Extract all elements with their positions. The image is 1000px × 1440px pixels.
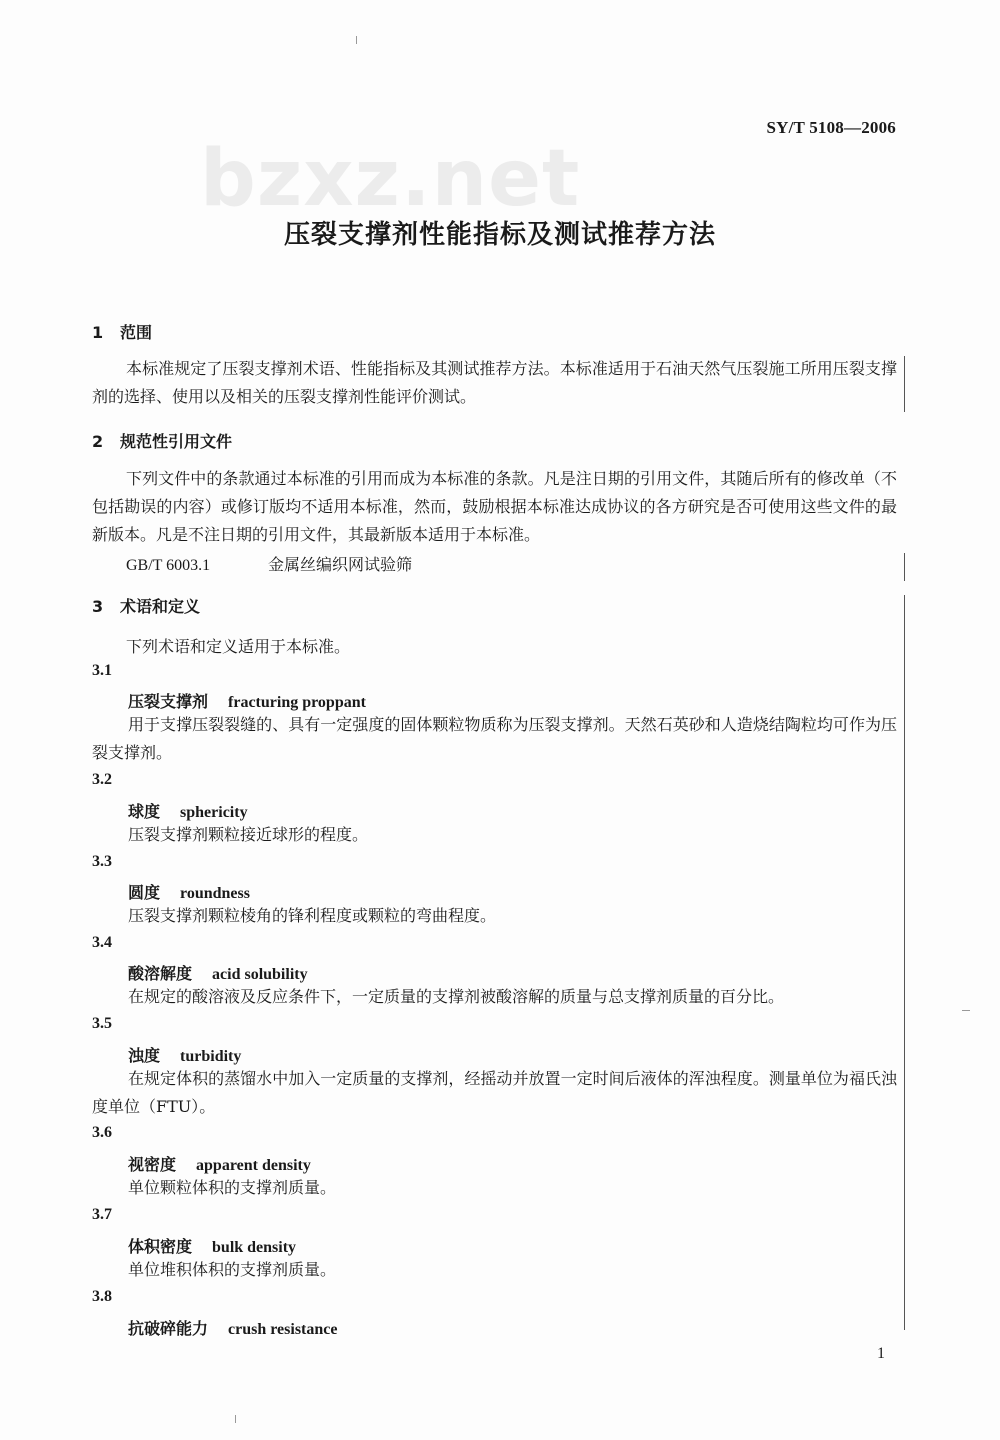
- margin-revision-mark: [904, 356, 905, 412]
- section-title: 范围: [120, 323, 153, 342]
- term-en: fracturing proppant: [228, 694, 366, 711]
- term-title: [128, 1234, 296, 1257]
- term-number: 3.3: [92, 853, 112, 870]
- term-number: 3.6: [92, 1124, 112, 1141]
- term-definition: 用于支撑压裂裂缝的、具有一定强度的固体颗粒物质称为压裂支撑剂。天然石英砂和人造烧结陶粒均可作为压裂支撑剂。: [92, 715, 897, 762]
- normative-reference: [126, 552, 412, 575]
- term-cn: 圆度: [128, 883, 161, 902]
- term-number: 3.4: [92, 934, 112, 951]
- term-en: turbidity: [180, 1048, 242, 1065]
- section-number: 3: [92, 597, 104, 616]
- term-cn: 酸溶解度: [128, 964, 193, 983]
- term-title: [128, 880, 250, 903]
- section-heading-1: [92, 320, 152, 343]
- section-heading-3: [92, 594, 200, 617]
- term-en: crush resistance: [228, 1321, 338, 1338]
- term-definition: 压裂支撑剂颗粒棱角的锋利程度或颗粒的弯曲程度。: [128, 906, 497, 925]
- term-title: [128, 961, 308, 984]
- section-3-intro: 下列术语和定义适用于本标准。: [126, 637, 351, 656]
- section-number: 1: [92, 323, 104, 342]
- section-1-paragraph: 本标准规定了压裂支撑剂术语、性能指标及其测试推荐方法。本标准适用于石油天然气压裂施工所用压裂支撑剂的选择、使用以及相关的压裂支撑剂性能评价测试。: [92, 359, 897, 406]
- term-cn: 体积密度: [128, 1237, 193, 1256]
- term-number: 3.2: [92, 771, 112, 788]
- standard-code: SY/T 5108—2006: [766, 118, 896, 137]
- term-cn: 抗破碎能力: [128, 1319, 209, 1338]
- scan-tick-mark: [962, 1010, 970, 1011]
- scan-tick-mark: [235, 1415, 236, 1423]
- section-heading-2: [92, 429, 232, 452]
- term-number: 3.1: [92, 662, 112, 679]
- term-en: roundness: [180, 885, 250, 902]
- term-title: [128, 1043, 241, 1066]
- term-cn: 压裂支撑剂: [128, 692, 209, 711]
- scan-tick-mark: [356, 36, 357, 44]
- term-title: [128, 1316, 337, 1339]
- term-title: [128, 1152, 311, 1175]
- section-number: 2: [92, 432, 104, 451]
- watermark: bzxz.net: [200, 134, 581, 224]
- margin-revision-mark: [904, 553, 905, 581]
- term-definition: 压裂支撑剂颗粒接近球形的程度。: [128, 825, 369, 844]
- term-cn: 视密度: [128, 1155, 177, 1174]
- margin-revision-mark: [904, 595, 905, 1330]
- term-title: [128, 799, 248, 822]
- term-definition: 在规定的酸溶液及反应条件下，一定质量的支撑剂被酸溶解的质量与总支撑剂质量的百分比。: [128, 987, 785, 1006]
- section-2-paragraph: 下列文件中的条款通过本标准的引用而成为本标准的条款。凡是注日期的引用文件，其随后所有的修改单（不包括勘误的内容）或修订版均不适用本标准，然而，鼓励根据本标准达成协议的各方研究是否可使用这些文件的最新版本。凡是不注日期的引用文件，其最新版本适用于本标准。: [92, 469, 897, 544]
- term-number: 3.7: [92, 1206, 112, 1223]
- page-number: 1: [877, 1345, 885, 1362]
- term-definition: 单位堆积体积的支撑剂质量。: [128, 1260, 337, 1279]
- term-en: acid solubility: [212, 966, 308, 983]
- reference-code: GB/T 6003.1: [126, 557, 211, 574]
- term-definition: 在规定体积的蒸馏水中加入一定质量的支撑剂，经摇动并放置一定时间后液体的浑浊程度。测量单位为福氏浊度单位（FTU）。: [92, 1069, 897, 1116]
- document-title: 压裂支撑剂性能指标及测试推荐方法: [283, 220, 716, 250]
- term-en: sphericity: [180, 804, 248, 821]
- section-title: 规范性引用文件: [120, 432, 233, 451]
- term-cn: 球度: [128, 802, 161, 821]
- term-number: 3.8: [92, 1288, 112, 1305]
- reference-name: 金属丝编织网试验筛: [268, 555, 413, 574]
- term-title: [128, 689, 366, 712]
- term-en: apparent density: [196, 1157, 311, 1174]
- term-cn: 浊度: [128, 1046, 161, 1065]
- term-en: bulk density: [212, 1239, 297, 1256]
- term-definition: 单位颗粒体积的支撑剂质量。: [128, 1178, 337, 1197]
- section-title: 术语和定义: [120, 597, 201, 616]
- term-number: 3.5: [92, 1015, 112, 1032]
